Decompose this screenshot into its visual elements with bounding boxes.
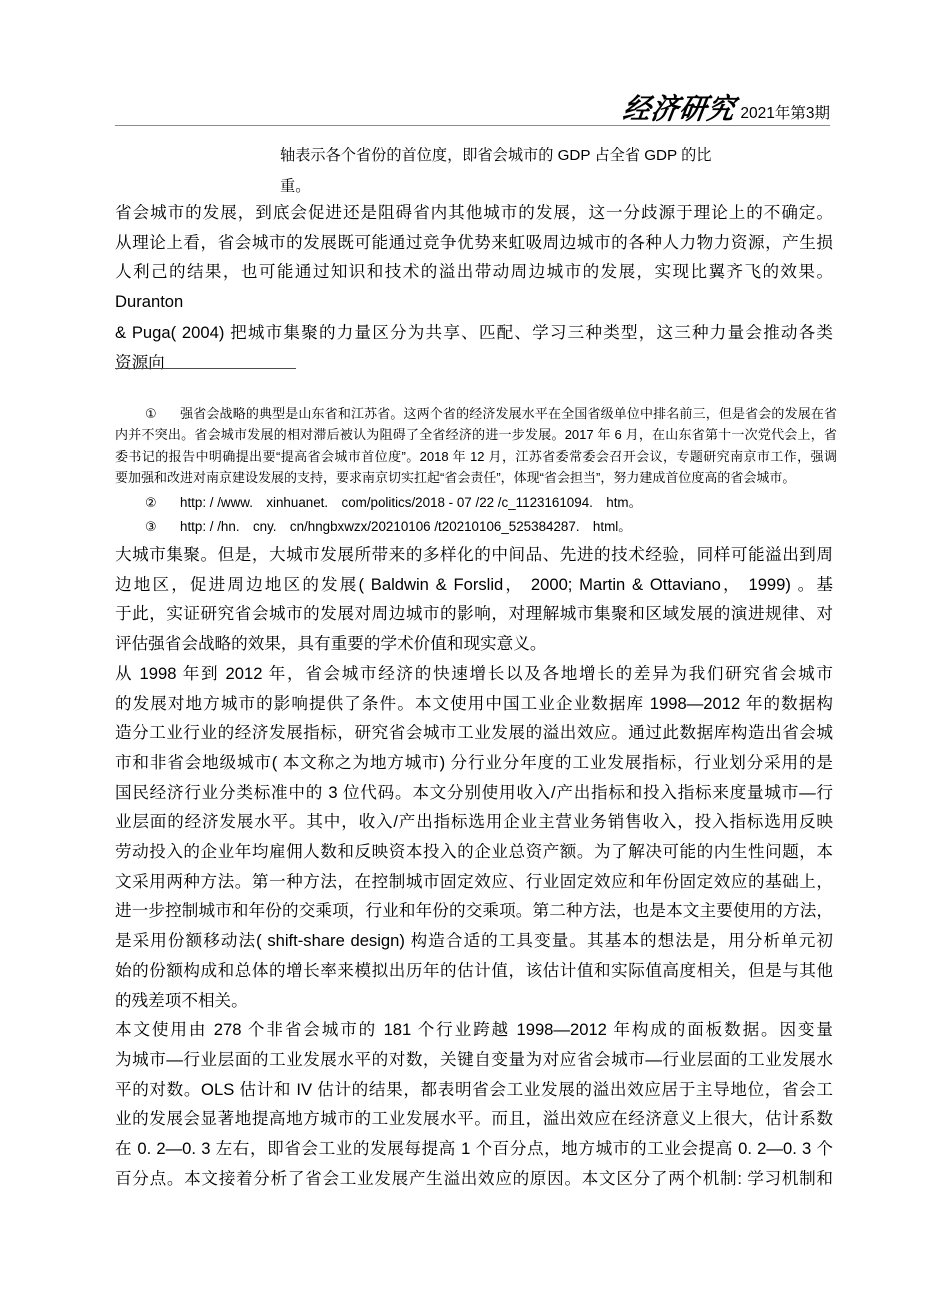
footnote-url[interactable]: http: / /www. xinhuanet. com/politics/2018 - 07 /22 /c_1123161094. htm。 <box>180 495 642 511</box>
footnotes-section <box>115 403 837 538</box>
footnote-url[interactable]: http: / /hn. cny. cn/hngbxwzx/20210106 /t20210106_525384287. html。 <box>180 519 632 535</box>
text-line: 资源向 <box>115 352 165 372</box>
footnote-first-line <box>115 403 837 424</box>
footnote-first-line <box>115 516 837 537</box>
footnote-first-line <box>115 492 837 513</box>
text-line: 业的发展会显著地提高地方城市的工业发展水平。而且，溢出效应在经济意义上很大，估计系数 <box>115 1109 833 1129</box>
text-line: 评估强省会战略的效果，具有重要的学术价值和现实意义。 <box>115 634 547 654</box>
footnote-marker: ② <box>145 495 157 511</box>
footnote-marker: ③ <box>145 519 157 535</box>
paragraph-3 <box>115 540 833 659</box>
text-line: 百分点。本文接着分析了省会工业发展产生溢出效应的原因。本文区分了两个机制: 学习机制和 <box>115 1168 833 1188</box>
paragraph-5 <box>115 1015 833 1193</box>
text-line: 文采用两种方法。第一种方法，在控制城市固定效应、行业固定效应和年份固定效应的基础上， <box>115 871 833 891</box>
text-line: 造分工业行业的经济发展指标，研究省会城市工业发展的溢出效应。通过此数据库构造出省会城 <box>115 723 833 743</box>
text-line: Duranton <box>115 291 184 311</box>
footnote-text: 委书记的报告中明确提出要“提高省会城市首位度”。2018 年 12 月，江苏省委常委会召开会议，专题研究南京市工作，强调 <box>115 448 837 464</box>
main-body <box>115 540 833 1193</box>
text-line: 人利己的结果，也可能通过知识和技术的溢出带动周边城市的发展，实现比翼齐飞的效果。 <box>115 262 833 282</box>
text-line: 本文使用由 278 个非省会城市的 181 个行业跨越 1998—2012 年构成的面板数据。因变量 <box>115 1020 833 1040</box>
paragraph-4 <box>115 659 833 1015</box>
footnote-separator-rule <box>115 368 296 369</box>
footnote-text: 内并不突出。省会城市发展的相对滞后被认为阻碍了全省经济的进一步发展。2017 年 6 月，在山东省第十一次党代会上，省 <box>115 427 837 443</box>
text-line: 平的对数。OLS 估计和 IV 估计的结果，都表明省会工业发展的溢出效应居于主导地位，省会工 <box>115 1079 833 1099</box>
text-line: 始的份额构成和总体的增长率来模拟出历年的估计值，该估计值和实际值高度相关，但是与其他 <box>115 960 833 980</box>
text-line: 从理论上看，省会城市的发展既可能通过竞争优势来虹吸周边城市的各种人力物力资源，产生损 <box>115 232 833 252</box>
text-line: 于此，实证研究省会城市的发展对周边城市的影响，对理解城市集聚和区域发展的演进规律、对 <box>115 604 833 624</box>
text-line: 进一步控制城市和年份的交乘项，行业和年份的交乘项。第二种方法，也是本文主要使用的方法， <box>115 901 833 921</box>
text-line: 为城市—行业层面的工业发展水平的对数，关键自变量为对应省会城市—行业层面的工业发展水 <box>115 1049 833 1069</box>
text-line: 的残差项不相关。 <box>115 990 248 1010</box>
caption-line: 轴表示各个省份的首位度，即省会城市的 GDP 占全省 GDP 的比 <box>280 147 712 164</box>
text-line: 劳动投入的企业年均雇佣人数和反映资本投入的企业总资产额。为了解决可能的内生性问题，本 <box>115 842 833 862</box>
text-line: 业层面的经济发展水平。其中，收入/产出指标选用企业主营业务销售收入，投入指标选用反映 <box>115 812 833 832</box>
footnote-item <box>115 403 837 488</box>
text-line: 从 1998 年到 2012 年，省会城市经济的快速增长以及各地增长的差异为我们研究省会城市 <box>115 663 833 683</box>
footnote-text: 强省会战略的典型是山东省和江苏省。这两个省的经济发展水平在全国省级单位中排名前三，但是省会的发展在省 <box>180 406 837 421</box>
text-line: 是采用份额移动法( shift-share design) 构造合适的工具变量。其基本的想法是，用分析单元初 <box>115 931 833 951</box>
text-line: 国民经济行业分类标准中的 3 位代码。本文分别使用收入/产出指标和投入指标来度量城市—行 <box>115 782 833 802</box>
journal-calligraphy-logo: 经济研究 <box>621 93 739 126</box>
issue-label: 2021年第3期 <box>740 104 830 122</box>
footnote-item <box>115 516 837 537</box>
footnote-text: 要加强和改进对南京建设发展的支持，要求南京切实扛起“省会责任”，体现“省会担当”，努力建成首位度高的省会城市。 <box>115 469 796 485</box>
masthead-rule <box>115 84 830 126</box>
paragraph-1 <box>115 198 833 316</box>
figure-caption-continuation <box>115 140 833 202</box>
text-line: 的发展对地方城市的影响提供了条件。本文使用中国工业企业数据库 1998—2012 年的数据构 <box>115 693 833 713</box>
caption-line: 重。 <box>280 178 311 195</box>
text-line: 在 0. 2—0. 3 左右，即省会工业的发展每提高 1 个百分点，地方城市的工业会提高 0. 2—0. 3 个 <box>115 1139 833 1159</box>
text-line: 市和非省会地级城市( 本文称之为地方城市) 分行业分年度的工业发展指标，行业划分采用的是 <box>115 752 833 772</box>
text-line: 边地区，促进周边地区的发展( Baldwin & Forslid， 2000; Martin & Ottaviano， 1999) 。基 <box>115 574 833 594</box>
text-line: 省会城市的发展，到底会促进还是阻碍省内其他城市的发展，这一分歧源于理论上的不确定。 <box>115 203 833 222</box>
footnote-marker: ① <box>145 406 157 421</box>
page-header <box>115 84 830 126</box>
footnote-item <box>115 492 837 513</box>
text-line: & Puga( 2004) 把城市集聚的力量区分为共享、匹配、学习三种类型，这三种力量会推动各类 <box>115 323 833 342</box>
text-line: 大城市集聚。但是，大城市发展所带来的多样化的中间品、先进的技术经验，同样可能溢出到周 <box>115 545 833 564</box>
